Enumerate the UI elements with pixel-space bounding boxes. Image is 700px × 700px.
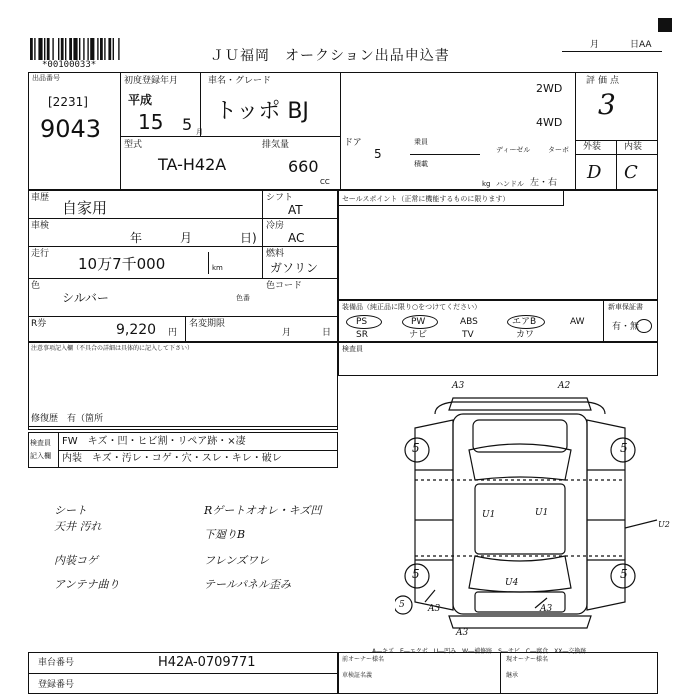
equipment-sr: SR bbox=[356, 330, 368, 340]
inspector-box bbox=[338, 342, 658, 376]
mark-spare: 5 bbox=[399, 600, 405, 610]
footer-label-4: 継承 bbox=[506, 672, 519, 679]
mark-a3-rear-left: A3 bbox=[428, 604, 441, 614]
check-legend-label2: 記入欄 bbox=[30, 452, 51, 460]
note-rgate: Rゲートオオレ・キズ凹 bbox=[204, 504, 322, 517]
mileage-unit: km bbox=[212, 264, 223, 272]
color-no-label: 色番 bbox=[236, 294, 250, 302]
note-antenna: アンテナ曲り bbox=[54, 578, 120, 591]
note-seat: シート bbox=[54, 504, 87, 517]
header-month: 月 bbox=[590, 40, 600, 50]
recycle-label: R券 bbox=[31, 319, 47, 329]
barcode-bar bbox=[104, 38, 105, 60]
barcode-bar bbox=[69, 38, 72, 60]
barcode-bar bbox=[47, 38, 50, 60]
sales-point-label: セールスポイント（正常に機能するものに限ります） bbox=[342, 195, 510, 203]
shift-label: シフト bbox=[266, 193, 294, 203]
load-label: 積載 bbox=[414, 160, 428, 168]
mark-wheel-fl: 5 bbox=[412, 441, 420, 455]
corner-marker bbox=[658, 18, 672, 32]
barcode-bar bbox=[108, 38, 111, 60]
turbo-label: ターボ bbox=[548, 146, 569, 154]
car-name-label: 車名・グレード bbox=[208, 76, 272, 86]
diagram-legend: A―キズ E―エクボ U―凹み W―補修跡 S―サビ C―腐食 XX―交換跡 bbox=[372, 648, 587, 655]
note-interior: 内装コゲ bbox=[54, 554, 98, 567]
seats-label: 乗員 bbox=[414, 138, 428, 146]
barcode-bar bbox=[87, 38, 88, 60]
barcode-bar bbox=[118, 38, 119, 60]
barcode-bar bbox=[61, 38, 64, 60]
displacement-value: 660 bbox=[288, 157, 319, 176]
barcode-bar bbox=[79, 38, 80, 60]
equipment-aw: AW bbox=[570, 317, 585, 327]
top-section bbox=[28, 72, 658, 190]
registration-label: 初度登録年月 bbox=[124, 76, 179, 86]
check-legend-row2: 内装 キズ・汚レ・コゲ・穴・スレ・キレ・破レ bbox=[62, 453, 282, 464]
doors-value: 5 bbox=[374, 147, 382, 161]
barcode-bar bbox=[34, 38, 35, 60]
lot-number: 9043 bbox=[40, 115, 102, 143]
mark-u1-left: U1 bbox=[482, 510, 496, 520]
exterior-label: 外装 bbox=[583, 142, 602, 152]
header-day: 日AA bbox=[630, 40, 652, 50]
repair-label: 修復歴 有（箇所 bbox=[31, 414, 104, 424]
inspection-year: 年 bbox=[130, 231, 143, 245]
drive-4wd: 4WD bbox=[536, 116, 563, 129]
equipment-ps: PS bbox=[356, 317, 368, 327]
inspection-month: 月 bbox=[180, 231, 193, 245]
aircon-value: AC bbox=[288, 231, 305, 245]
handle-value: 左・右 bbox=[530, 178, 558, 188]
mark-u1-right: U1 bbox=[535, 508, 549, 518]
barcode-bar bbox=[83, 38, 84, 60]
warranty-value: 有・無 bbox=[612, 322, 640, 332]
note-ceiling: 天井 汚れ bbox=[54, 520, 102, 533]
date-underline bbox=[562, 51, 662, 52]
mark-wheel-rl: 5 bbox=[412, 567, 420, 581]
color-code-label: 色コード bbox=[266, 281, 303, 291]
owner-box bbox=[338, 652, 658, 694]
equipment-abs: ABS bbox=[460, 317, 478, 327]
note-friends: フレンズワレ bbox=[204, 554, 269, 567]
equipment-navi: ナビ bbox=[409, 330, 428, 340]
mark-a2-front: A2 bbox=[558, 381, 571, 391]
recycle-value: 9,220 bbox=[116, 322, 157, 338]
mark-wheel-rr: 5 bbox=[620, 567, 628, 581]
expiry-day: 日 bbox=[322, 328, 332, 338]
exterior-grade: D bbox=[587, 162, 602, 183]
chassis-value: H42A-0709771 bbox=[158, 655, 256, 670]
fuel-value: ガソリン bbox=[270, 261, 319, 275]
mark-a3-bottom: A3 bbox=[456, 628, 469, 638]
barcode bbox=[30, 38, 160, 60]
mark-a3-front: A3 bbox=[452, 381, 465, 391]
barcode-bar bbox=[52, 38, 53, 60]
form-title: ＪＵ福岡 オークション出品申込書 bbox=[210, 48, 450, 64]
footer-label-3: 車検証名義 bbox=[342, 672, 373, 679]
barcode-bar bbox=[38, 38, 42, 60]
mileage-value: 10万7千000 bbox=[78, 255, 166, 273]
barcode-bar bbox=[97, 38, 98, 60]
cc-unit: CC bbox=[320, 178, 330, 186]
barcode-bar bbox=[44, 38, 45, 60]
barcode-bar bbox=[73, 38, 77, 60]
barcode-number: *00100033* bbox=[42, 60, 97, 70]
barcode-bar bbox=[113, 38, 114, 60]
equipment-pw: PW bbox=[411, 317, 426, 327]
footer-label-1: 前オーナー様名 bbox=[342, 656, 385, 663]
kg-label: kg bbox=[482, 180, 491, 188]
sales-point-box bbox=[338, 190, 658, 300]
barcode-bar bbox=[58, 38, 59, 60]
usage-value: 自家用 bbox=[62, 199, 108, 217]
lot-code: [2231] bbox=[48, 95, 88, 109]
handle-label: ハンドル bbox=[496, 180, 524, 188]
expiry-month: 月 bbox=[282, 328, 292, 338]
reg-number-label: 登録番号 bbox=[38, 680, 75, 690]
doors-label: ドア bbox=[344, 138, 362, 148]
mark-u2-side: U2 bbox=[658, 520, 670, 529]
aircon-label: 冷房 bbox=[266, 221, 285, 231]
mark-wheel-fr: 5 bbox=[620, 441, 628, 455]
check-legend-label1: 検査員 bbox=[30, 439, 51, 447]
note-tail-panel: テールパネル歪み bbox=[204, 578, 292, 591]
registration-month-unit: 月 bbox=[196, 128, 203, 136]
equipment-label: 装備品（純正品に限り○をつけてください） bbox=[342, 303, 482, 311]
color-label: 色 bbox=[31, 281, 41, 291]
check-legend-row1: FW キズ・凹・ヒビ割・リペア跡・×凄 bbox=[62, 436, 246, 447]
warranty-label: 新車保証書 bbox=[608, 303, 643, 311]
grade-value: 3 bbox=[598, 88, 616, 121]
fuel-label: 燃料 bbox=[266, 249, 285, 259]
inspection-day: 日) bbox=[240, 231, 257, 245]
barcode-bar bbox=[100, 38, 103, 60]
notes-label: 注意事項記入欄（不具合の詳細は具体的に記入して下さい） bbox=[31, 345, 194, 352]
model-label: 型式 bbox=[124, 140, 143, 150]
mark-a3-rear-right: A3 bbox=[540, 604, 553, 614]
interior-label: 内装 bbox=[624, 142, 643, 152]
barcode-bar bbox=[90, 38, 94, 60]
drive-2wd: 2WD bbox=[536, 82, 563, 95]
barcode-bar bbox=[65, 38, 66, 60]
recycle-yen: 円 bbox=[168, 328, 178, 338]
grade-label: 評価点 bbox=[586, 76, 623, 86]
equipment-leather: カワ bbox=[516, 330, 535, 340]
note-underbody: 下廻りB bbox=[204, 528, 246, 541]
diesel-label: ディーゼル bbox=[496, 146, 531, 154]
barcode-bar bbox=[30, 38, 33, 60]
footer-label-2: 現オーナー様名 bbox=[506, 656, 549, 663]
interior-grade: C bbox=[624, 162, 638, 183]
inspector-label: 検査員 bbox=[342, 345, 363, 353]
mileage-label: 走行 bbox=[31, 249, 50, 259]
shift-value: AT bbox=[288, 203, 303, 217]
mark-u4-rear: U4 bbox=[505, 578, 519, 588]
equipment-airbag: エアB bbox=[512, 317, 537, 327]
car-name: トッポ BJ bbox=[215, 99, 309, 124]
inspection-label: 車検 bbox=[31, 221, 50, 231]
equipment-tv: TV bbox=[462, 330, 474, 340]
usage-label: 車歴 bbox=[31, 193, 50, 203]
chassis-label: 車台番号 bbox=[38, 658, 75, 668]
color-value: シルバー bbox=[62, 291, 109, 305]
lot-section-label: 出品番号 bbox=[32, 74, 60, 82]
model-value: TA-H42A bbox=[158, 155, 227, 174]
registration-era: 平成 bbox=[128, 93, 153, 107]
displacement-label: 排気量 bbox=[262, 140, 290, 150]
registration-month: 5 bbox=[182, 115, 193, 134]
registration-year: 15 bbox=[138, 110, 164, 134]
expiry-label: 名変期限 bbox=[189, 319, 226, 329]
